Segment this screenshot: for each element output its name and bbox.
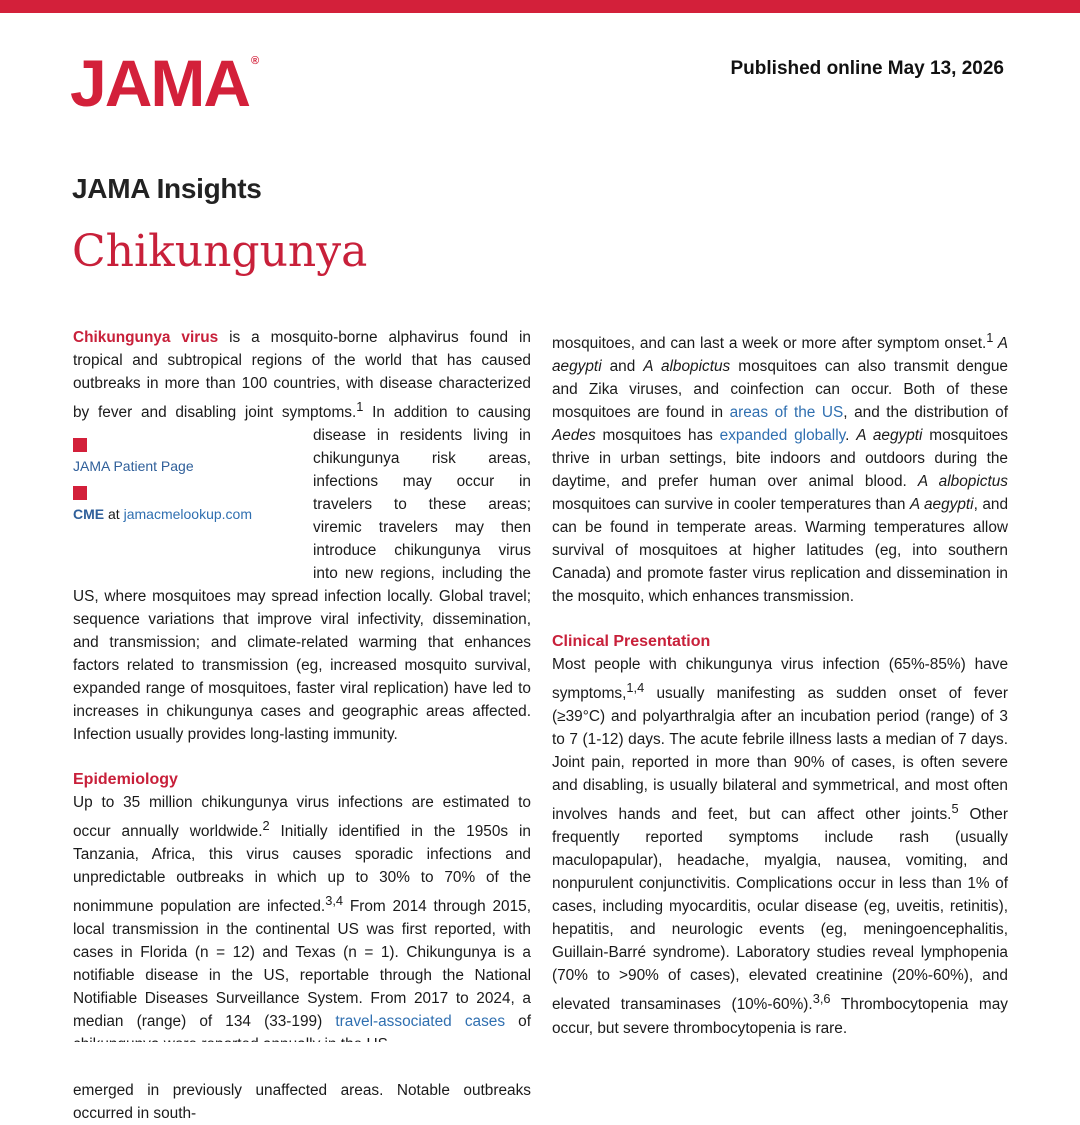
epidemiology-paragraph: Up to 35 million chikungunya virus infections are estimated to occur annually worldwide.$^2$ Initially identified in the 1950s in Tanzania, Africa, this virus causes sporadic infections and unpredictable outbreaks in which up to 30% to 70% of the nonimmune population are infected.$^{3,4}$ From 2014 through 2015, local transmission in the continental US was first reported, with cases in Florida (n = 12) and Texas (n = 1). Chikungunya is a notifiable disease in the US, reportable through the National Notifiable Diseases Surveillance System. From 2017 to 2024, a median (range) of 134 (33-199) travel-associated cases of bbox=[73, 794, 531, 1031]
top-accent-bar bbox=[0, 0, 1080, 13]
reference[interactable]: 3,6 bbox=[812, 991, 831, 1007]
clinical-paragraph: Most people with chikungunya virus infection (65%-85%) have symptoms,$^{1,4}$ usually manifesting as sudden onset of fever (≥39°C) and polyarthralgia after an incubation period (range) of 3 to 7 (1-12) days. The acute febrile illness lasts a median of 7 days. Joint pain, reported in more than 90% of cases, is often severe and disabling, is usually bilateral and symmetrical, and most often involves hands and feet, but can affect other joints.$^5$ Other frequently reported symptoms include rash (usually maculopapular), headache, myalgia, nausea, vomiting, and nonpurulent conjunctivitis. Complications occur in less than 1% of cases, including myocarditis, ocular disease (eg, uveitis, retinitis), hepatitis, and neurologic events (eg, meningoencephalitis, Guillain-Barré syndrome). Laboratory studies reveal lymphopenia (70% to >90% of cases), elevated creatinine (20%-60%), and elevated transaminases (10%-60%).$^{3,6}$ Thrombocytopenia may occur, but severe thrombocytopenia is rare. bbox=[552, 656, 1008, 1037]
intro-lead-link[interactable]: Chikungunya virus bbox=[73, 329, 219, 346]
plus-icon[interactable] bbox=[73, 438, 87, 452]
plus-icon[interactable] bbox=[73, 486, 87, 500]
right-column bbox=[552, 326, 1008, 1063]
registered-mark: ® bbox=[251, 55, 260, 67]
reference[interactable]: 5 bbox=[951, 801, 959, 817]
patient-page-link[interactable]: JAMA Patient Page bbox=[73, 458, 194, 475]
areas-us-link[interactable]: areas of the US bbox=[729, 404, 844, 422]
reference[interactable]: 1 bbox=[356, 399, 364, 414]
vector-paragraph: mosquitoes, and can last a week or more after symptom onset.$^1$ A aegypti and A albopictus mosquitoes can also transmit dengue and Zika viruses, and coinfection can occur. Both of these mosquitoes are found in areas of the US, and the distribution of Aedes mosquitoes has expanded globally. A aegypti mosquitoes thrive in urban settings, bite indoors and outdoors during the daytime, and prefer human over animal blood. A albopictus mosquitoes can survive in cooler temperatures than A aegypti, and can be found in temperate areas. Warming temperatures allow survival of mosquitoes at higher latitudes (eg, into southern Canada) and promote faster virus replication and dissemination in the mosquito, which enhances transmission. bbox=[552, 330, 1009, 606]
jama-logo[interactable]: JAMA ® bbox=[70, 46, 260, 120]
reference[interactable]: 3,4 bbox=[325, 893, 344, 909]
left-column-flow bbox=[73, 326, 531, 1125]
reference[interactable]: 1 bbox=[986, 330, 994, 345]
publication-date: Published online May 13, 2026 bbox=[730, 58, 1004, 79]
cme-link[interactable]: jamacmelookup.com bbox=[123, 506, 252, 523]
reference[interactable]: 1,4 bbox=[626, 680, 645, 696]
section-label: JAMA Insights bbox=[72, 173, 262, 204]
reference[interactable]: 2 bbox=[262, 818, 270, 834]
spacer bbox=[73, 746, 531, 768]
cme-label: CME bbox=[73, 506, 105, 523]
cme-line: CME at jamacmelookup.com bbox=[73, 506, 252, 523]
clinical-presentation-heading: Clinical Presentation bbox=[552, 633, 711, 651]
page-cut bbox=[0, 1042, 1080, 1080]
expanded-globally-link[interactable]: expanded globally bbox=[719, 427, 846, 445]
spacer bbox=[552, 608, 1008, 630]
epidemiology-heading: Epidemiology bbox=[73, 771, 178, 789]
article-title: Chikungunya bbox=[72, 226, 368, 277]
intro-paragraph: Chikungunya virus is a mosquito-borne alphavirus found in tropical and subtropical regions of the world that has caused outbreaks in more than 100 countries, with disease characterized by fever and disabling joint symptoms.$^1$ JAMA Patient Page CME at jamacmelookup.com In addition to causing disease in residents living in chikungunya risk areas, infections may occur in travelers to these areas; viremic travelers may then introduce chikungunya virus into new regions, including the US, where mosquitoes may spread infection locally. Global travel; sequence variations that improve viral infectivity, dissemination, and transmission; and climate-related warming that enhances factors related to transmission (eg, increased mosquito survival, expanded range of mosquitoes, faster viral replication) have led to increases in chikungunya cases and geographic areas affected. Infection usually provides long-lasting immunity. bbox=[73, 329, 531, 744]
epidemiology-paragraph-2: emerged in previously unaffected areas. Notable outbreaks occurred in south- bbox=[73, 1056, 531, 1125]
related-links-sidebar bbox=[73, 426, 305, 578]
travel-cases-link[interactable]: travel-associated cases bbox=[335, 1013, 506, 1031]
